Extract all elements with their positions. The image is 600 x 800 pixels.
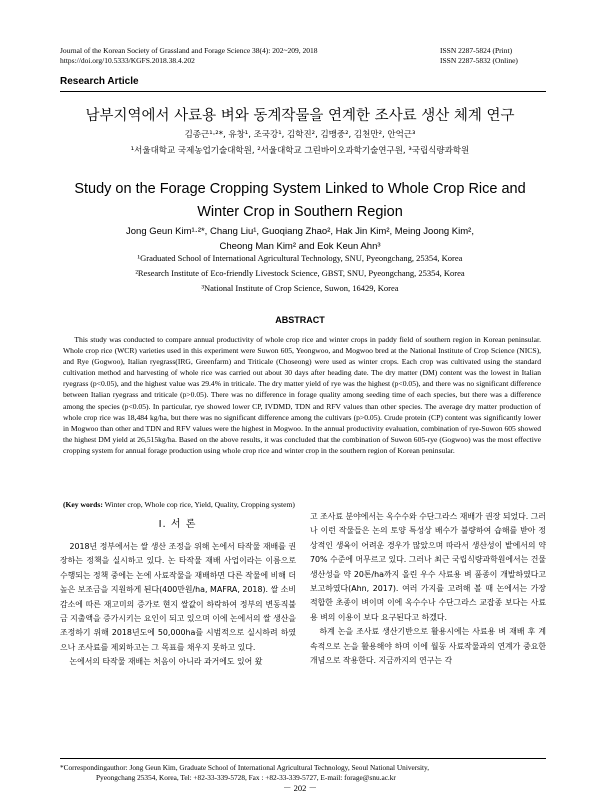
korean-authors: 김종근¹·²*, 유창¹, 조국강¹, 김학진², 김맹중², 김천만², 안억근³ [184,130,416,140]
paragraph: 고 조사료 분야에서는 옥수수와 수단그라스 재배가 권장 되었다. 그러나 이런 작물들은 논의 토양 특성상 배수가 불량하여 습해를 받아 정상적인 생육이 어려운 경우가 많았으며 따라서 생산성이 밭에서의 약 70% 수준에 머무르고 있다. 그러나 최근 국립식량과학원에서는 건물 생산성을 약 20톤/ha까지 올린 우수 사료용 벼 품종이 개발하였다고 보고하였다(Ahn, 2017). 여러 가지를 고려해 볼 때 논에서는 가장 적합한 초종이 벼이며 이에 옥수수나 수단그라스 교잡종 보다는 사료용 벼의 이용이 보다 요구된다고 하겠다. [310,512,547,622]
paragraph: 2018년 정부에서는 쌀 생산 조정을 위해 논에서 타작물 재배를 권장하는 정책을 실시하고 있다. 논 타작물 재배 사업이라는 이름으로 수행되는 정책 중에는 논에 사료작물을 재배하면 다른 작물에 비해 더 높은 보조금을 지원하게 된다(400만원/ha, MAFRA, 2018). 쌀 소비 감소에 따른 재고미의 증가로 현지 쌀값이 하락하여 정부의 변동직불금 지출액을 증가시키는 요인이 되고 있으며 이에 논에서의 쌀 생산을 조정하기 위해 2018년도에 50,000ha를 시범적으로 실시하려 하였으나 조사료를 제외하고는 그 목표를 채우지 못하고 있다. [60,542,297,652]
issn-print: ISSN 2287-5824 (Print) [440,46,513,55]
korean-affiliations: ¹서울대학교 국제농업기술대학원, ²서울대학교 그린바이오과학기술연구원, ³국립식량과학원 [130,146,470,156]
footnote-line-1: *Correspondingauthor: Jong Geun Kim, Graduate School of International Agricultural Technology, Seoul National University, [60,763,430,772]
journal-citation: Journal of the Korean Society of Grassland and Forage Science 38(4): 202~209, 2018 [60,46,318,55]
english-affiliation-1: ¹Graduated School of International Agricultural Technology, SNU, Pyeongchang, 25354, Korea [137,253,463,263]
keywords-list: Winter crop, Whole cop rice, Yield, Quality, Cropping system) [102,500,295,509]
footnote-rule [60,758,546,759]
corresponding-author-footnote [60,763,546,783]
section-heading-introduction: Ⅰ. 서 론 [158,519,197,530]
body-column-left [60,540,296,670]
issn-online: ISSN 2287-5832 (Online) [440,56,518,65]
footnote-line-2: Pyeongchang 25354, Korea, Tel: +82-33-339-5728, Fax : +82-33-339-5727, E-mail: forage@snu.ac.kr [96,773,396,782]
header-rule [60,91,546,92]
abstract-heading: ABSTRACT [275,315,325,325]
abstract-text: This study was conducted to compare annual productivity of whole crop rice and winter crops in paddy field of southern region in Korean peninsular. Whole crop rice (WCR) varieties used in this experiment were Suwon 605, Yeongwoo, and Mogwoo bred at the National Institute of Crop Science (NICS), and Rye (Gogwoo), Italian ryegrass(IRG, Greenfarm) and Triticale (Choseong) were used as winter crops. Each crop was cultivated using the standard cultivation method and harvesting of whole rice was carried out about 30 days after heading date. The dry matter (DM) content was the lowest in Italian ryegrass (p<0.05), and the highest value was 29.4% in triticale. The dry matter yield of rye was the highest (p<0.05), and there was no significant difference between Italian ryegrass and triticale (p>0.05). There was no difference in forage quality among seeding time of each species, but there was a difference among the species (p<0.05). In particular, rye showed lower CP, IVDMD, TDN and RFV values than other species. The average dry matter production of whole crop rice was 18,484 kg/ha, but there was no significant difference among the cultivars (p>0.05). Crude protein (CP) content was significantly lower in Mogwoo than other and TDN and RFV values were the highest in Mogwoo. In the annual productivity evaluation, combination of rye-Suwon 605 showed the highest DM yield at 26,515kg/ha. Based on the above results, it was concluded that the combination of Suwon 605-rye (Gogwoo) was the most effective cropping system for annual forage production using whole crop rice and winter crop in the southern region of Korean peninsular. [63,335,541,455]
korean-title: 남부지역에서 사료용 벼와 동계작물을 연계한 조사료 생산 체계 연구 [85,108,515,124]
body-column-right [310,510,546,668]
page-number: － 202 － [282,783,317,793]
english-title: Study on the Forage Cropping System Linked to Whole Crop Rice and Winter Crop in Southern Region [74,181,526,220]
keywords [63,500,295,509]
english-affiliation-2: ²Research Institute of Eco-friendly Livestock Science, GBST, SNU, Pyeongchang, 25354, Korea [135,268,465,278]
paragraph: 논에서의 타작물 재배는 처음이 아니라 과거에도 있어 왔 [69,657,263,667]
paragraph: 하계 논을 조사료 생산기반으로 활용시에는 사료용 벼 재배 후 계속적으로 논을 활용해야 하며 이에 월동 사료작물과의 연계가 중요한 개념으로 작용한다. 지금까지의 연구는 각 [310,627,546,666]
keywords-label: (Key words: [63,500,103,509]
english-affiliation-3: ³National Institute of Crop Science, Suwon, 16429, Korea [201,283,399,293]
english-authors: Jong Geun Kim¹·²*, Chang Liu¹, Guoqiang Zhao², Hak Jin Kim², Meing Joong Kim², Cheong Man Kim² and Eok Keun Ahn³ [126,226,474,252]
doi-link[interactable]: https://doi.org/10.5333/KGFS.2018.38.4.202 [60,56,195,65]
article-type: Research Article [60,76,139,87]
